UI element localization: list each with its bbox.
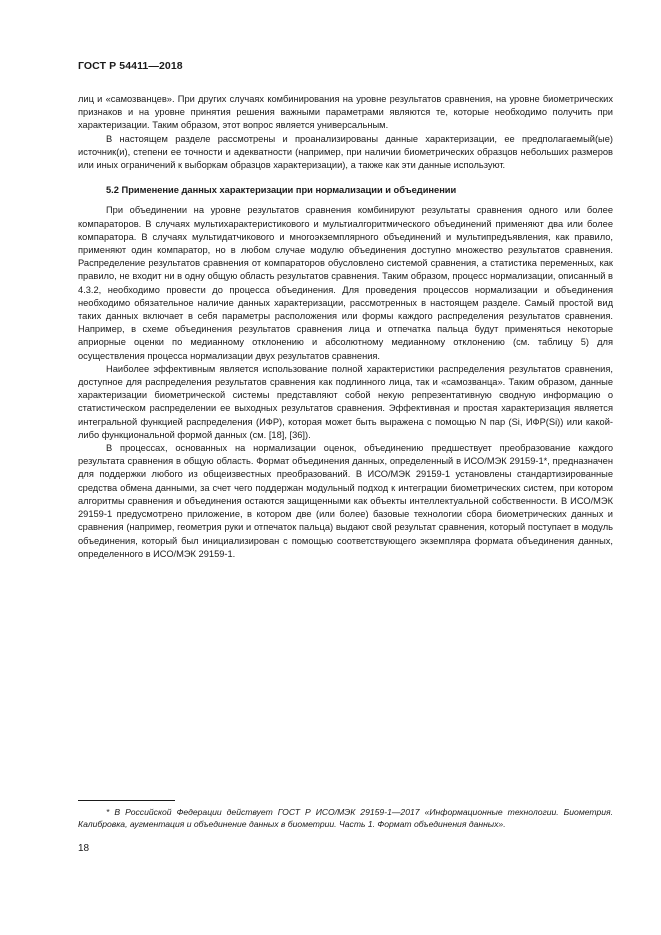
document-header: ГОСТ Р 54411—2018 — [78, 60, 183, 72]
paragraph: Наиболее эффективным является использование полной характеристики распределения результатов сравнения, доступное для распределения результатов сравнения как подлинного лица, так и «самозванца». Таким образом, данные характеризации биометрической системы представляют собой некую репрезентативную сводную информацию о статистическом распределении ее выходных результатов сравнения. Эффективная и простая характеризация является интегральной функцией распределения (ИФР), которая может быть выражена с помощью N пар (Si, ИФР(Si)) или какой-либо функциональной формой данных (см. [18], [36]). — [78, 363, 613, 440]
page-number: 18 — [78, 843, 90, 854]
footnote: * В Российской Федерации действует ГОСТ Р ИСО/МЭК 29159-1—2017 «Информационные технологии. Биометрия. Калибровка, аугментация и объединение данных в биометрии. Часть 1. Формат объединения данных». — [78, 807, 613, 830]
section-heading: 5.2 Применение данных характеризации при нормализации и объединении — [106, 185, 457, 196]
paragraph: В настоящем разделе рассмотрены и проанализированы данные характеризации, ее предполагаемый(ые) источник(и), степени ее точности и адекватности (например, при наличии биометрических образцов небольших размеров или иных ограничений к выборкам образцов характеризации), а также как эти данные используют. — [78, 133, 613, 171]
body-text — [78, 93, 613, 561]
paragraph: При объединении на уровне результатов сравнения комбинируют результаты сравнения одного или более компараторов. В случаях мультихарактеристикового и мультиалгоритмического объединений применяют два или более компаратора. В случаях мультидатчикового и многоэкземплярного объединений и мультипредъявления, как правило, применяют один компаратор, но в любом случае модулю объединения доступно множество результатов сравнения. Распределение результатов сравнения от компараторов обусловлено системой сравнения, а статистика переменных, как правило, не входит ни в одну общую область результатов сравнения. Таким образом, процесс нормализации, описанный в 4.3.2, необходимо провести до процесса объединения. Для проведения процессов нормализации и объединения необходимо обязательное наличие данных характеризации, рассмотренных в настоящем разделе. Самый простой вид таких данных включает в себя параметры расположения или формы каждого распределения результатов сравнения. Например, в схеме объединения результатов сравнения лица и отпечатка пальца будут применяться некоторые априорные оценки по медианному отклонению и абсолютному медианному отклонению (см. таблицу 5) для осуществления процесса нормализации двух результатов сравнения. — [78, 205, 613, 361]
paragraph: лиц и «самозванцев». При других случаях комбинирования на уровне результатов сравнения, на уровне биометрических признаков и на уровне принятия решения важными параметрами являются те, которые необходимо получить при характеризации. Таким образом, этот вопрос является универсальным. — [78, 94, 613, 131]
paragraph: В процессах, основанных на нормализации оценок, объединению предшествует преобразование каждого результата сравнения в общую область. Формат объединения данных, определенный в ИСО/МЭК 29159-1*, предназначен для поддержки любого из общеизвестных преобразований. В ИСО/МЭК 29159-1 установлены стандартизированные средства обмена данными, за счет чего поддержан модульный подход к интеграции биометрических систем, при котором алгоритмы сравнения и объединения остаются защищенными как объекты интеллектуальной собственности. В ИСО/МЭК 29159-1 предусмотрено приложение, в котором две (или более) базовые технологии сбора биометрических данных и сравнения (например, геометрия руки и отпечаток пальца) выдают свой результат сравнения, который поступает в модуль объединения, который был инициализирован с помощью соответствующего экземпляра формата объединения данных, определенного в ИСО/МЭК 29159-1. — [78, 443, 613, 559]
footnote-divider — [78, 800, 175, 801]
